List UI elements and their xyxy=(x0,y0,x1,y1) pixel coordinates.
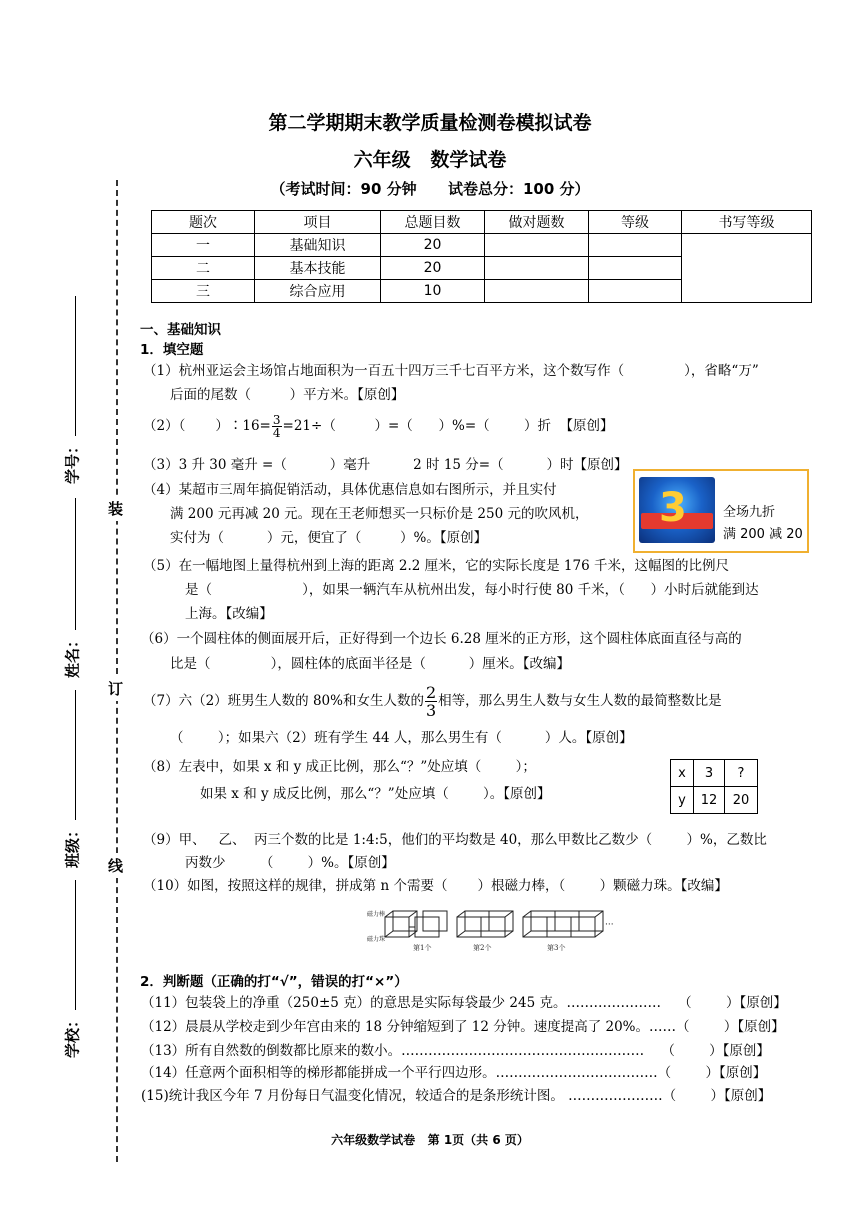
table-cell: 3 xyxy=(694,760,725,787)
question-5-line2: 是（ ），如果一辆汽车从杭州出发，每小时行使 80 千米，（ ）小时后就能到达 xyxy=(185,582,759,598)
question-7-part-b: 相等，那么男生人数与女生人数的最简整数比是 xyxy=(438,693,722,709)
exam-subtitle: 六年级 数学试卷 xyxy=(353,149,507,171)
question-12: （12）晨晨从学校走到少年宫由来的 18 分钟缩短到了 12 分钟。速度提高了 20%。……（ ）【原创】 xyxy=(141,1019,785,1035)
question-4-line3: 实付为（ ）元，便宜了（ ）%。【原创】 xyxy=(170,530,488,546)
question-6-line2: 比是（ ），圆柱体的底面半径是（ ）厘米。【改编】 xyxy=(170,656,570,672)
figure-label-bead: 磁力珠 xyxy=(367,936,386,943)
question-1-line1: （1）杭州亚运会主场馆占地面积为一百五十四万三千七百平方米，这个数写作（ ），省略“万” xyxy=(143,363,759,379)
cube-pattern-2 xyxy=(457,911,513,937)
school-line[interactable] xyxy=(75,880,76,1010)
table-cell: 基本技能 xyxy=(255,257,381,280)
table-cell: 10 xyxy=(381,280,485,303)
writing-grade-cell[interactable] xyxy=(682,234,812,303)
figure-ellipsis: ··· xyxy=(605,920,614,930)
header-cell: 总题目数 xyxy=(381,211,485,234)
table-row xyxy=(152,234,812,257)
fraction-two-thirds xyxy=(425,684,437,719)
fraction-numerator: 3 xyxy=(272,413,281,427)
class-label: 班级： xyxy=(63,823,82,869)
answer-cell[interactable] xyxy=(485,234,589,257)
question-5-line3: 上海。【改编】 xyxy=(185,606,273,622)
score-table-header xyxy=(152,211,812,234)
question-9-line2: 丙数少 （ ）%。【原创】 xyxy=(185,855,395,871)
table-cell: 20 xyxy=(725,787,758,814)
question-13: （13）所有自然数的倒数都比原来的数小。……………………………………………… （ ）【原创】 xyxy=(141,1043,770,1059)
student-id-label: 学号： xyxy=(63,439,82,485)
header-cell: 题次 xyxy=(152,211,255,234)
header-cell: 做对题数 xyxy=(485,211,589,234)
question-2 xyxy=(143,414,614,439)
name-line[interactable] xyxy=(75,498,76,630)
figure-label-third: 第3个 xyxy=(547,944,566,952)
cube-pattern-1 xyxy=(385,911,447,937)
magnetic-cube-figure xyxy=(365,905,625,955)
header-cell: 等级 xyxy=(589,211,682,234)
promo-line-1: 全场九折 xyxy=(723,505,776,520)
question-2-part-a: （2）（ ）∶16= xyxy=(143,418,271,434)
header-cell: 书写等级 xyxy=(682,211,812,234)
fraction-numerator: 2 xyxy=(425,683,437,702)
table-row xyxy=(671,787,758,814)
question-7-line1 xyxy=(143,684,722,719)
table-cell: 一 xyxy=(152,234,255,257)
table-cell: y xyxy=(671,787,694,814)
promo-line-2: 满 200 减 20 xyxy=(723,527,803,542)
question-11: （11）包装袋上的净重（250±5 克）的意思是实际每袋最少 245 克。………………… （ ）【原创】 xyxy=(141,995,787,1011)
fraction-denominator: 4 xyxy=(272,426,281,440)
binding-label-zhuang: 装 xyxy=(108,496,123,521)
question-6-line1: （6）一个圆柱体的侧面展开后，正好得到一个边长 6.28 厘米的正方形，这个圆柱体底面直径与高的 xyxy=(141,631,742,647)
question-4-line2: 满 200 元再减 20 元。现在王老师想买一只标价是 250 元的吹风机， xyxy=(170,506,589,522)
anniversary-badge-image xyxy=(639,477,715,543)
table-cell: 20 xyxy=(381,257,485,280)
table-cell: 基础知识 xyxy=(255,234,381,257)
badge-number: 3 xyxy=(659,485,687,531)
section-heading: 一、基础知识 xyxy=(140,322,221,338)
grade-cell[interactable] xyxy=(589,234,682,257)
section-heading: 2．判断题（正确的打“√”，错误的打“×”） xyxy=(140,974,408,990)
table-row xyxy=(671,760,758,787)
question-7-part-a: （7）六（2）班男生人数的 80%和女生人数的 xyxy=(143,693,424,709)
answer-cell[interactable] xyxy=(485,280,589,303)
exam-title: 第二学期期末教学质量检测卷模拟试卷 xyxy=(268,112,592,134)
question-3: （3）3 升 30 毫升 =（ ）毫升 2 时 15 分=（ ）时【原创】 xyxy=(143,457,628,473)
question-2-part-b: =21÷（ ）=（ ）%=（ ）折 【原创】 xyxy=(282,418,614,434)
question-1-line2: 后面的尾数（ ）平方米。【原创】 xyxy=(170,387,405,403)
question-9-line1: （9）甲、 乙、 丙三个数的比是 1:4:5，他们的平均数是 40，那么甲数比乙数少（ ）%，乙数比 xyxy=(143,832,767,848)
question-7-line2: （ ）；如果六（2）班有学生 44 人，那么男生有（ ）人。【原创】 xyxy=(170,730,633,746)
binding-dashed-line xyxy=(116,180,118,1162)
sub-heading: 1．填空题 xyxy=(140,342,204,358)
table-cell: 综合应用 xyxy=(255,280,381,303)
table-cell: 12 xyxy=(694,787,725,814)
xy-table xyxy=(670,759,758,814)
question-5-line1: （5）在一幅地图上量得杭州到上海的距离 2.2 厘米，它的实际长度是 176 千米，这幅图的比例尺 xyxy=(143,558,729,574)
question-4-line1: （4）某超市三周年搞促销活动，具体优惠信息如右图所示，并且实付 xyxy=(143,482,557,498)
question-8-line2: 如果 x 和 y 成反比例，那么“？”处应填（ ）。【原创】 xyxy=(200,786,551,802)
table-cell: x xyxy=(671,760,694,787)
school-label: 学校： xyxy=(63,1013,82,1059)
name-label: 姓名： xyxy=(63,633,82,679)
cube-pattern-3 xyxy=(523,911,603,937)
table-cell: 二 xyxy=(152,257,255,280)
page-footer: 六年级数学试卷 第 1页（共 6 页） xyxy=(331,1133,529,1147)
score-table xyxy=(151,210,812,303)
figure-label-second: 第2个 xyxy=(473,944,492,952)
figure-label-first: 第1个 xyxy=(413,944,432,952)
binding-label-xian: 线 xyxy=(108,853,123,878)
grade-cell[interactable] xyxy=(589,257,682,280)
binding-label-ding: 订 xyxy=(108,676,123,701)
grade-cell[interactable] xyxy=(589,280,682,303)
question-15: (15)统计我区今年 7 月份每日气温变化情况，较适合的是条形统计图。 …………………（ ）【原创】 xyxy=(141,1088,772,1104)
header-cell: 项目 xyxy=(255,211,381,234)
figure-label-rod: 磁力棒 xyxy=(367,911,386,918)
question-10: （10）如图，按照这样的规律，拼成第 n 个需要（ ）根磁力棒，（ ）颗磁力珠。【改编】 xyxy=(143,878,728,894)
answer-cell[interactable] xyxy=(485,257,589,280)
exam-info: （考试时间：90 分钟 试卷总分：100 分） xyxy=(270,180,590,198)
class-line[interactable] xyxy=(75,690,76,820)
promotion-box xyxy=(633,469,809,553)
question-8-line1: （8）左表中，如果 x 和 y 成正比例，那么“？”处应填（ ）； xyxy=(143,759,536,775)
table-cell: 三 xyxy=(152,280,255,303)
question-14: （14）任意两个面积相等的梯形都能拼成一个平行四边形。………………………………（ ）【原创】 xyxy=(141,1065,767,1081)
fraction-denominator: 3 xyxy=(425,701,437,720)
student-id-line[interactable] xyxy=(75,296,76,436)
fraction-three-quarters xyxy=(272,414,282,439)
table-cell: 20 xyxy=(381,234,485,257)
table-cell: ? xyxy=(725,760,758,787)
